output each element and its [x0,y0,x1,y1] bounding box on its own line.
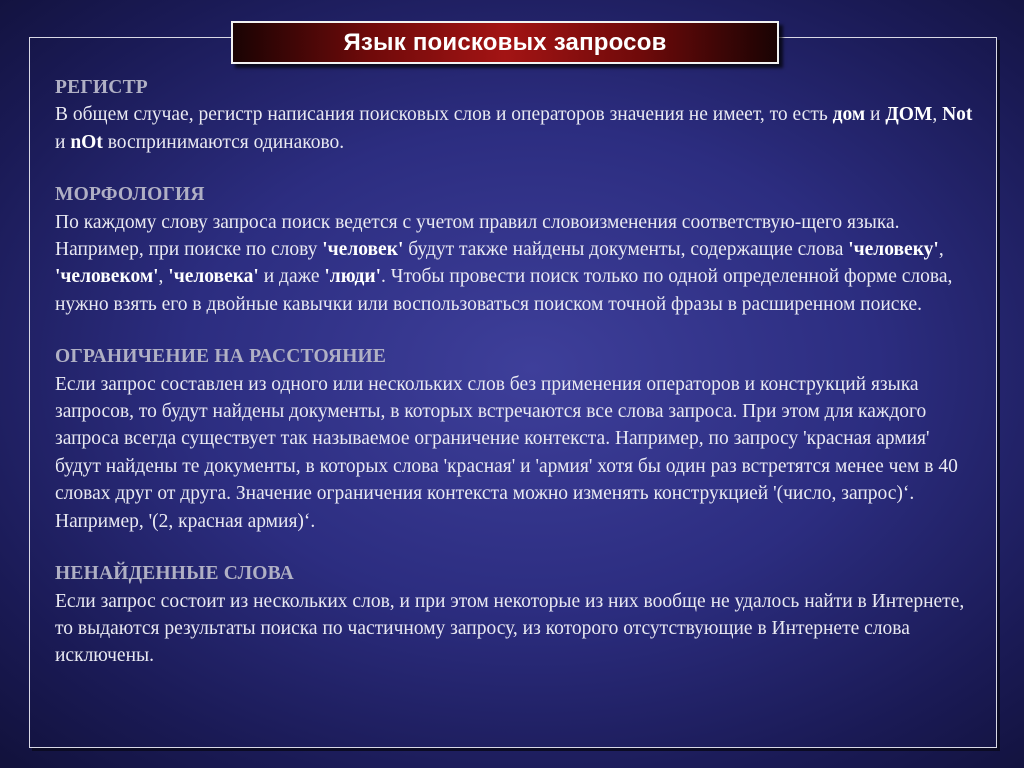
section-not-found [55,560,975,670]
section-heading-not-found: НЕНАЙДЕННЫЕ СЛОВА [55,563,294,585]
section-text-morphology: По каждому слову запроса поиск ведется с учетом правил словоизменения соответствую-щего языка. Например, при поиске по слову 'человек' будут также найдены документы, содержащие слова 'человеку', 'человеком', 'человека' и даже 'люди'. Чтобы провести поиск только по одной определенной форме слова, нужно взять его в двойные кавычки или воспользоваться поиском точной фразы в расширенном поиске. [55,211,953,315]
section-distance [55,343,975,535]
section-text-not-found: Если запрос состоит из нескольких слов, и при этом некоторые из них вообще не удалось найти в Интернете, то выдаются результаты поиска по частичному запросу, из которого отсутствующие в Интернете слова исключены. [55,590,965,667]
section-register [55,74,975,156]
title-banner [231,21,779,64]
section-text-distance: Если запрос составлен из одного или нескольких слов без применения операторов и конструкций языка запросов, то будут найдены документы, в которых встречаются все слова запроса. При этом для каждого запроса всегда существует так называемое ограничение контекста. Например, по запросу 'красная армия' будут найдены те документы, в которых слова 'красная' и 'армия' хотя бы один раз встретятся менее чем в 40 словах друг от друга. Значение ограничения контекста можно изменять конструкцией '(число, запрос)‘. Например, '(2, красная армия)‘. [55,373,958,532]
section-morphology [55,181,975,318]
section-heading-register: РЕГИСТР [55,77,148,98]
section-heading-morphology: МОРФОЛОГИЯ [55,184,205,206]
page-title: Язык поисковых запросов [343,28,667,56]
section-text-register: В общем случае, регистр написания поисковых слов и операторов значения не имеет, то есть дом и ДОМ, Not и nOt воспринимаются одинаково. [55,104,973,153]
content-body [55,74,975,670]
section-heading-distance: ОГРАНИЧЕНИЕ НА РАССТОЯНИЕ [55,346,387,368]
